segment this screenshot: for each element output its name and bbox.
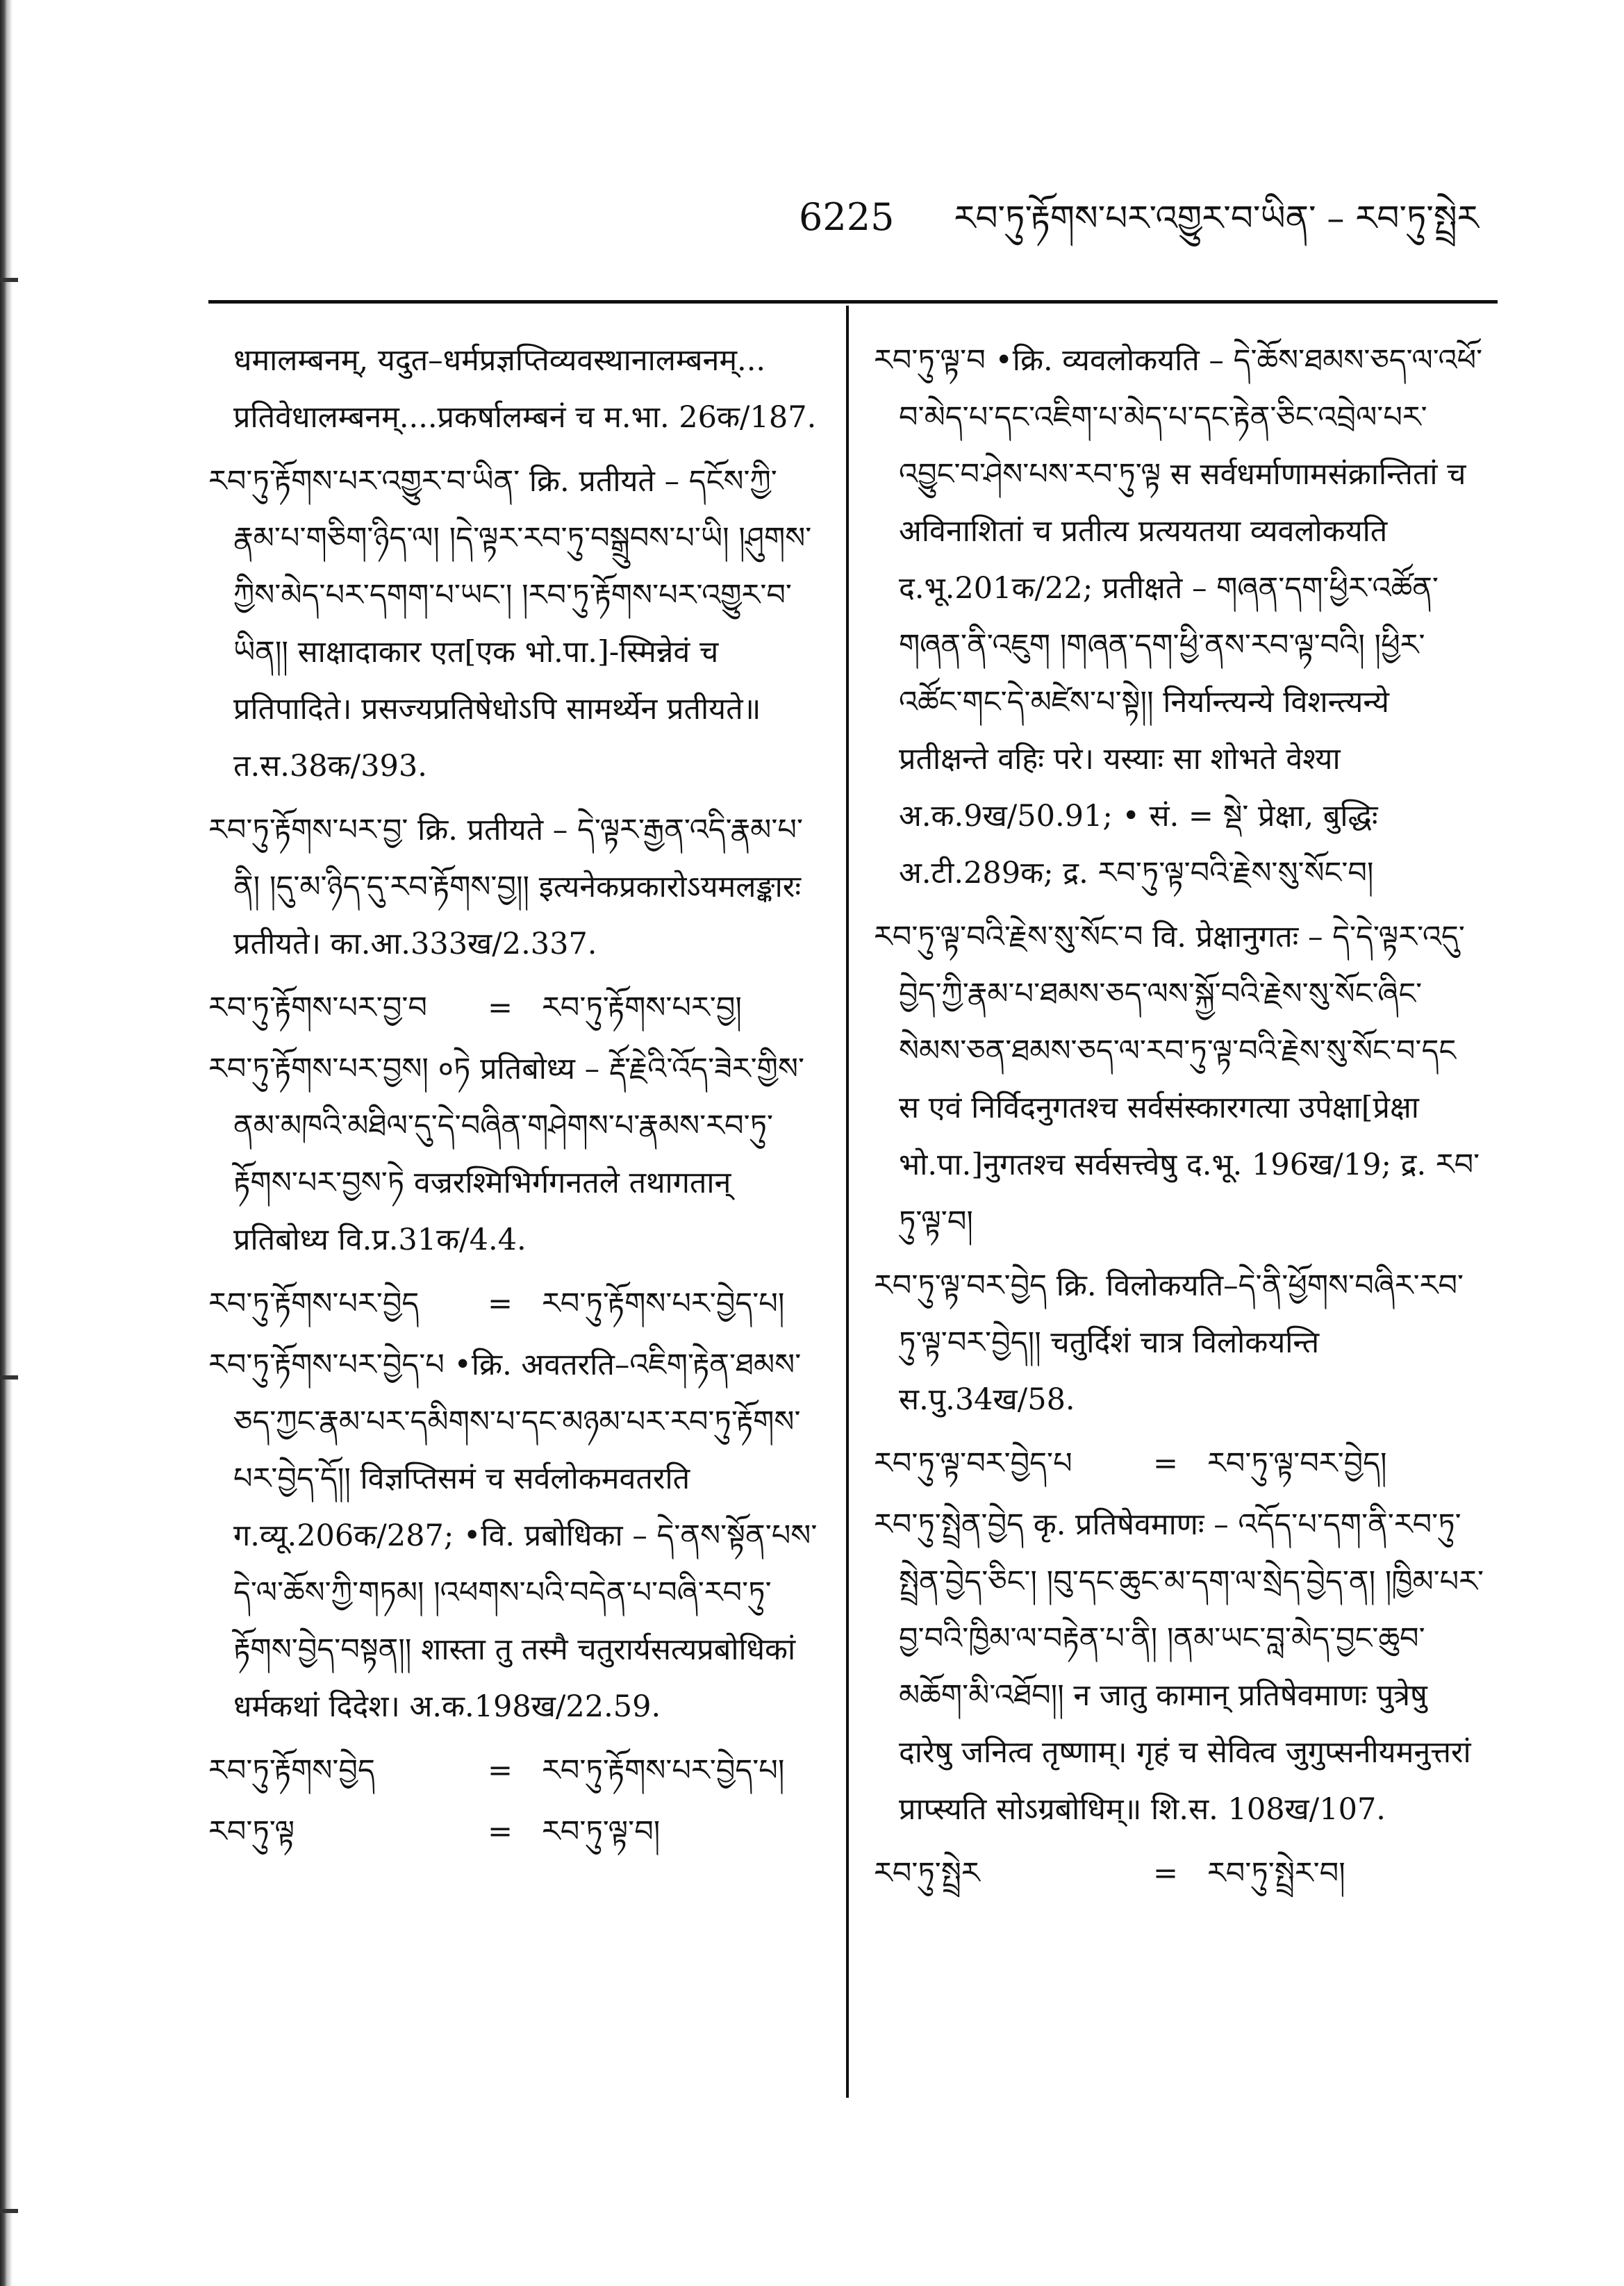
cross-reference-entry — [208, 979, 820, 1036]
equals-sign: = — [1152, 1856, 1179, 1891]
entry-headword: རབ་ཏུ་ལྟ་བར་བྱེད་པ — [874, 1446, 1072, 1481]
cross-reference-target: རབ་ཏུ་ལྟ་བ། — [542, 1814, 661, 1849]
left-column — [208, 332, 820, 2124]
equals-sign: = — [487, 1814, 513, 1849]
dictionary-entry: རབ་ཏུ་རྟོགས་པར་བྱེད་པ •क्रि. अवतरति–འཇིག་རྟེན་ཐམས་ཅད་ཀྱང་རྣམ་པར་དམིགས་པ་དང་མཉམ་པར་རབ་ཏུ་རྟོགས་པར་བྱེད་དོ།། विज्ञप्तिसमं च सर्वलोकमवतरति ग.व्यू.206क/287; •वि. प्रबोधिका – དེ་ནས་སྟོན་པས་དེ་ལ་ཆོས་ཀྱི་གཏམ། །འཕགས་པའི་བདེན་པ་བཞི་རབ་ཏུ་རྟོགས་བྱེད་བསྟན།། शास्ता तु तस्मै चतुरार्यसत्यप्रबोधिकां धर्मकथां दिदेश। अ.क.198ख/22.59. — [208, 1348, 818, 1724]
cross-reference-target: རབ་ཏུ་རྟོགས་པར་བྱེད་པ། — [542, 1286, 785, 1321]
equals-sign: = — [487, 1753, 513, 1788]
column-divider — [846, 306, 849, 2098]
header-rule — [208, 300, 1498, 304]
page-number: 6225 — [799, 195, 895, 239]
cross-reference-target: རབ་ཏུ་སྤྲེར་བ། — [1207, 1856, 1345, 1891]
entry-headword: རབ་ཏུ་རྟོགས་པར་བྱ་བ — [208, 991, 427, 1025]
dictionary-entry: རབ་ཏུ་སྤྲེན་བྱེད कृ. प्रतिषेवमाणः – འདོད་པ་དག་ནི་རབ་ཏུ་སྤྲེན་བྱེད་ཅིང་། །བུ་དང་ཆུང་མ་དག་ལ་སྲེད་བྱེད་ན། །ཁྱིམ་པར་བྱ་བའི་ཁྱིམ་ལ་བརྟེན་པ་ནི། །ནམ་ཡང་བླ་མེད་བྱང་ཆུབ་མཆོག་མི་འཐོབ།། न जातु कामान् प्रतिषेवमाणः पुत्रेषु दारेषु जनित्व तृष्णाम्। गृहं च सेवित्व जुगुप्सनीयमनुत्तरां प्राप्स्यति सोऽग्रबोधिम्॥ शि.स. 108ख/107. — [874, 1507, 1484, 1827]
cross-reference-entry — [874, 1845, 1485, 1902]
binding-mark — [0, 2209, 18, 2213]
dictionary-entry: རབ་ཏུ་ལྟ་བར་བྱེད क्रि. विलोकयति–དེ་ནི་ཕྱོགས་བཞིར་རབ་ཏུ་ལྟ་བར་བྱེད།། चतुर्दिशं चात्र विलोकयन्ति स.पु.34ख/58. — [874, 1268, 1464, 1417]
equals-sign: = — [1152, 1446, 1179, 1481]
page-header — [799, 186, 1493, 249]
dictionary-entry: རབ་ཏུ་ལྟ་བའི་རྗེས་སུ་སོང་བ वि. प्रेक्षानुगतः – དེ་དེ་ལྟར་འདུ་བྱེད་ཀྱི་རྣམ་པ་ཐམས་ཅད་ལས་སྐྱོ་བའི་རྗེས་སུ་སོང་ཞིང་སེམས་ཅན་ཐམས་ཅད་ལ་རབ་ཏུ་ལྟ་བའི་རྗེས་སུ་སོང་བ་དང स एवं निर्विदनुगतश्च सर्वसंस्कारगत्या उपेक्षा[प्रेक्षा भो.पा.]नुगतश्च सर्वसत्त्वेषु द.भू. 196ख/19; द्र. རབ་ཏུ་ལྟ་བ། — [874, 920, 1480, 1239]
equals-sign: = — [487, 991, 513, 1025]
cross-reference-entry — [208, 1803, 820, 1860]
cross-reference-entry — [874, 1435, 1485, 1492]
cross-reference-entry — [208, 1742, 820, 1799]
dictionary-entry: རབ་ཏུ་ལྟ་བ •क्रि. व्यवलोकयति – དེ་ཆོས་ཐམས་ཅད་ལ་འཕོ་བ་མེད་པ་དང་འཇིག་པ་མེད་པ་དང་རྟེན་ཅིང་འབྲེལ་པར་འབྱུང་བ་ཤེས་པས་རབ་ཏུ་ལྟ स सर्वधर्माणामसंक्रान्तितां च अविनाशितां च प्रतीत्य प्रत्ययतया व्यवलोकयति द.भू.201क/22; प्रतीक्षते – གཞན་དག་ཕྱིར་འཚོན་གཞན་ནི་འཇུག །གཞན་དག་ཕྱི་ནས་རབ་ལྟ་བའི། །ཕྱིར་འཚོང་གང་དེ་མཛེས་པ་སྟེ།། निर्यान्त्यन्ये विशन्त्यन्ये प्रतीक्षन्ते वहिः परे। यस्याः सा शोभते वेश्या अ.क.9ख/50.91; • सं. = སྡེ་ प्रेक्षा, बुद्धिः अ.टी.289क; द्र. རབ་ཏུ་ལྟ་བའི་རྗེས་སུ་སོང་བ། — [874, 343, 1483, 891]
equals-sign: = — [487, 1286, 513, 1321]
entry-headword: རབ་ཏུ་སྤྲེར — [874, 1856, 980, 1891]
right-column — [874, 332, 1485, 2124]
cross-reference-target: རབ་ཏུ་རྟོགས་པར་བྱ། — [542, 991, 742, 1025]
entry-headword: རབ་ཏུ་རྟོགས་བྱེད — [208, 1753, 375, 1788]
dictionary-entry: धमालम्बनम्, यदुत–धर्मप्रज्ञप्तिव्यवस्थानालम्बनम्... प्रतिवेधालम्बनम्....प्रकर्षालम्बनं च म.भा. 26क/187. — [233, 343, 817, 435]
binding-mark — [0, 1375, 18, 1380]
book-binding-edge — [0, 0, 13, 2286]
running-title: རབ་ཏུ་རྟོགས་པར་འགྱུར་བ་ཡིན་ – རབ་ཏུ་སྤྲེར — [954, 198, 1479, 238]
dictionary-entry: རབ་ཏུ་རྟོགས་པར་བྱ་ क्रि. प्रतीयते – དེ་ལྟར་རྒྱན་འདི་རྣམ་པ་ནི། །དུ་མ་ཉིད་དུ་རབ་རྟོགས་བྱ།། इत्यनेकप्रकारोऽयमलङ्कारः प्रतीयते। का.आ.333ख/2.337. — [208, 813, 803, 961]
binding-mark — [0, 278, 18, 282]
cross-reference-entry — [208, 1275, 820, 1332]
cross-reference-target: རབ་ཏུ་ལྟ་བར་བྱེད། — [1207, 1446, 1387, 1481]
dictionary-entry: རབ་ཏུ་རྟོགས་པར་འགྱུར་བ་ཡིན་ क्रि. प्रतीयते – དངོས་ཀྱི་རྣམ་པ་གཅིག་ཉིད་ལ། །དེ་ལྟར་རབ་ཏུ་བསྒྲུབས་པ་ཡི། །ཤུགས་ཀྱིས་མེད་པར་དགག་པ་ཡང་། །རབ་ཏུ་རྟོགས་པར་འགྱུར་བ་ཡིན།། साक्षादाकार एत[एक भो.पा.]-स्मिन्नेवं च प्रतिपादिते। प्रसज्यप्रतिषेधोऽपि सामर्थ्येन प्रतीयते॥ त.स.38क/393. — [208, 464, 812, 784]
entry-headword: རབ་ཏུ་ལྟ — [208, 1814, 295, 1849]
entry-headword: རབ་ཏུ་རྟོགས་པར་བྱེད — [208, 1286, 420, 1321]
cross-reference-target: རབ་ཏུ་རྟོགས་པར་བྱེད་པ། — [542, 1753, 785, 1788]
dictionary-entry: རབ་ཏུ་རྟོགས་པར་བྱས། ०ཏེ प्रतिबोध्य – རྡོ་རྗེའི་འོད་ཟེར་གྱིས་ནམ་མཁའི་མཐིལ་དུ་དེ་བཞིན་གཤེགས་པ་རྣམས་རབ་ཏུ་རྟོགས་པར་བྱས་ཏེ वज्ररश्मिभिर्गगनतले तथागतान् प्रतिबोध्य वि.प्र.31क/4.4. — [208, 1052, 804, 1257]
